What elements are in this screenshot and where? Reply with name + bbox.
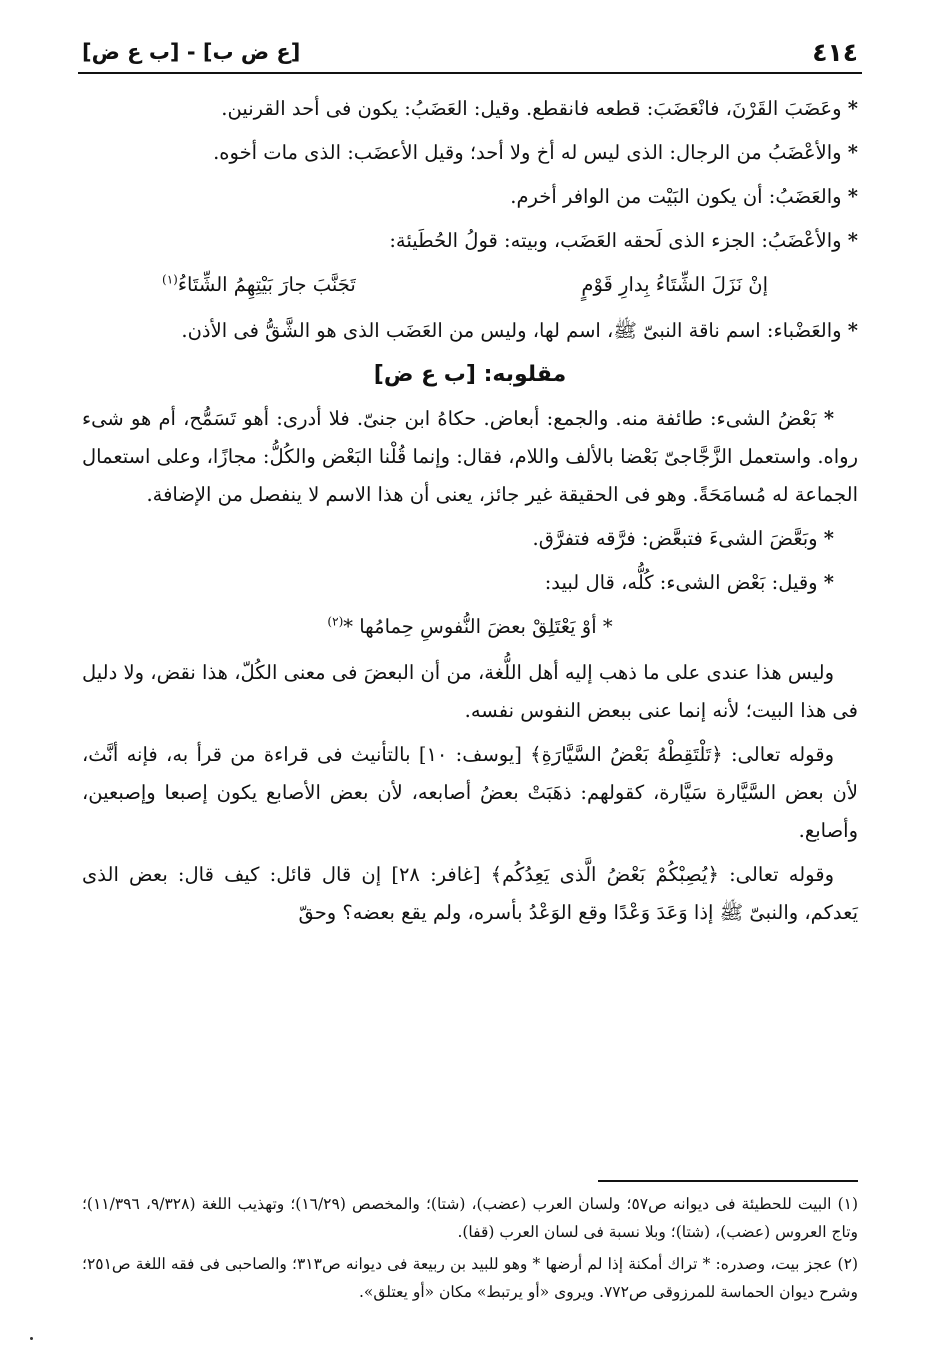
- entry-star: *: [847, 185, 858, 208]
- entry-star: *: [823, 571, 834, 594]
- page-number: ٤١٤: [812, 38, 858, 67]
- entry-star: *: [823, 407, 835, 430]
- entry-paragraph: [82, 520, 858, 558]
- body-paragraph: وقوله تعالى: ﴿يُصِبْكُمْ بَعْضُ الَّذى يَعِدُكُم﴾ [غافر: ٢٨] إن قال قائل: كيف قال: بعض الذى يَعدكم، والنبىّ ﷺ إذا وَعَدَ وَعْدًا وقع الوَعْدُ بأسره، ولم يقع بعضه؟ وحقّ: [82, 863, 858, 924]
- entry-star: *: [847, 319, 858, 342]
- entry-paragraph: [82, 312, 858, 350]
- footnotes: [82, 1190, 858, 1310]
- verse-second-hemistich-text: تَجَنَّبَ جارَ بَيْتِهِمُ الشِّتَاءُ: [177, 273, 356, 296]
- entry-text: وقيل: بَعْض الشىء: كُلُّه، قال لبيد:: [544, 571, 818, 594]
- poem-verse: [82, 266, 858, 304]
- body-paragraph: وليس هذا عندى على ما ذهب إليه أهل اللُّغة، من أن البعضَ فى معنى الكُلّ، هذا نقض، ولا دليل فى هذا البيت؛ لأنه إنما عنى ببعض النفوس نفسه.: [82, 661, 858, 722]
- entry-text: والأعْضَبُ من الرجال: الذى ليس له أخ ولا أحد؛ وقيل الأعضَب: الذى مات أخوه.: [213, 141, 842, 164]
- entry-paragraph: [82, 400, 858, 514]
- entry-star: *: [847, 229, 858, 252]
- footnote-divider: [598, 1180, 858, 1182]
- entry-text: وبَعَّضَ الشىءَ فتبعَّض: فرَّقه فتفرَّق.: [532, 527, 818, 550]
- entry-text: والعَضْباء: اسم ناقة النبىّ ﷺ، اسم لها، وليس من العَضَب الذى هو الشَّقُّ فى الأذن.: [181, 319, 842, 342]
- entry-paragraph: [82, 134, 858, 172]
- entry-paragraph: [82, 178, 858, 216]
- entry-text: وعَضَبَ القَرْنَ، فانْعَضَبَ: قطعه فانقطع. وقيل: العَضَبُ: يكون فى أحد القرنين.: [221, 97, 842, 120]
- main-text: [82, 90, 858, 938]
- entry-text: بَعْضُ الشىء: طائفة منه. والجمع: أبعاض. حكاهُ ابن جنىّ. فلا أدرى: أهو تَسَمُّح، أم هو شىء رواه. واستعمل الزَّجَّاجىّ بَعْضا بالألف واللام، فقال: وإنما قُلْنا البَعْض والكُلُّ: مجازًا، وعلى استعمال الجماعة له مُسامَحَةً. وهو فى الحقيقة غير جائز، يعنى أن هذا الاسم لا ينفصل من الإضافة.: [82, 407, 858, 506]
- entry-paragraph: [82, 222, 858, 260]
- entry-text: والأعْضَبُ: الجزء الذى لَحقه العَضَب، وبيته: قولُ الحُطَيئة:: [389, 229, 842, 252]
- verse-second-hemistich: [162, 266, 356, 304]
- entry-text: والعَضَبُ: أن يكون البَيْت من الوافر أخرم.: [510, 185, 842, 208]
- verse-first-hemistich: إنْ نَزَلَ الشِّتَاءُ بِدارِ قَوْمٍ: [581, 273, 768, 296]
- running-head: [ع ض ب] - [ب ع ض]: [82, 40, 301, 64]
- footnote-ref-2: (٢): [327, 614, 344, 629]
- page-speck: [30, 1337, 33, 1340]
- footnote-ref-1: (١): [162, 272, 178, 287]
- entry-paragraph: [82, 564, 858, 602]
- footnote-2: (٢) عجز بيت، وصدره: * تراك أمكنة إذا لم أرضها * وهو للبيد بن ربيعة فى ديوانه ص٣١٣؛ والصاحبى فى فقه اللغة ص٢٥١؛ وشرح ديوان الحماسة للمرزوقى ص٧٧٢. ويروى «أو يرتبط» مكان «أو يعتلق».: [82, 1255, 858, 1301]
- footnote-1: (١) البيت للحطيئة فى ديوانه ص٥٧؛ ولسان العرب (عضب)، (شتا)؛ والمخصص (١٦/٢٩)؛ وتهذيب اللغة (٩/٣٢٨، ١١/٣٩٦)؛ وتاج العروس (عضب)، (شتا)؛ وبلا نسبة فى لسان العرب (قفا).: [82, 1195, 859, 1241]
- entry-paragraph: [82, 90, 858, 128]
- entry-star: *: [823, 527, 834, 550]
- section-heading: مقلوبه: [ب ع ض]: [373, 362, 567, 387]
- page-header: [78, 32, 862, 74]
- poem-half-verse: [82, 608, 858, 646]
- verse-star-open: *: [602, 615, 613, 638]
- body-paragraph: وقوله تعالى: ﴿تَلْتَقِطْهُ بَعْضُ السَّيَّارَةِ﴾ [يوسف: ١٠] بالتأنيث فى قراءة من قرأ به، فإنه أنَّث، لأن بعض السَّيَّارة سَيَّارة، كقولهم: ذهَبَتْ بعضُ أصابعه، لأن بعض الأصابع يكون إصبعا وإصبعين، وأصابع.: [82, 743, 858, 842]
- entry-star: *: [847, 141, 858, 164]
- entry-star: *: [847, 97, 858, 120]
- verse-star-close: *: [343, 615, 353, 638]
- verse-text: أوْ يَعْتَلِقْ بعضَ النُّفوسِ حِمامُها: [359, 615, 597, 638]
